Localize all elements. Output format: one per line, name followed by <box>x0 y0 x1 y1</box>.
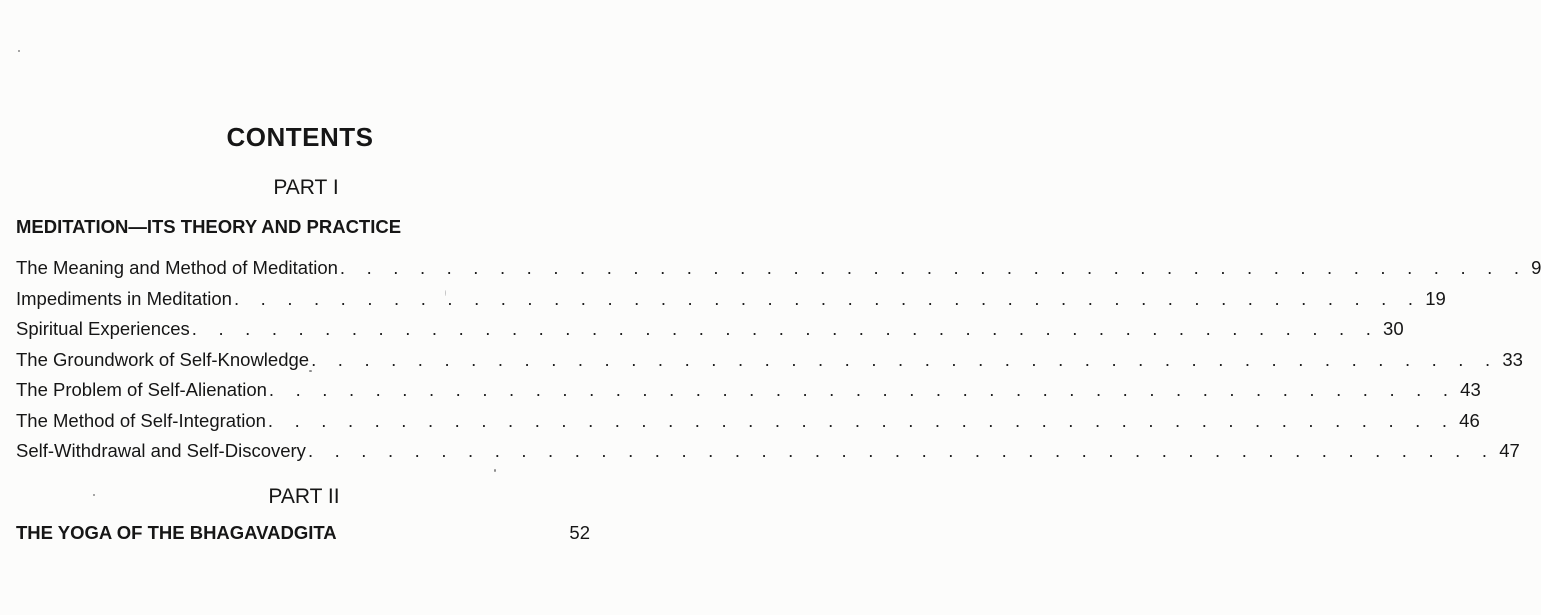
bhagavadgita-page-number: 52 <box>569 522 590 543</box>
bhagavadgita-section-title: THE YOGA OF THE BHAGAVADGITA <box>16 522 337 543</box>
toc-list <box>16 253 1541 467</box>
dot-leader: . . . . . . . . . . . . . . . . . . . . . . . . . . . . . . . . . . . . . . . . . . . . . <box>268 379 1457 400</box>
toc-entry-page-number: 9 <box>1531 257 1541 278</box>
toc-entry-title: Impediments in Meditation <box>16 287 232 309</box>
dot-leader: . . . . . . . . . . . . . . . . . . . . . . . . . . . . . . . . . . . . . . . . . . . . . <box>311 348 1499 370</box>
toc-entry-page-number: 33 <box>1502 348 1523 370</box>
toc-entry-title: Self-Withdrawal and Self-Discovery <box>16 440 306 461</box>
dot-leader: . . . . . . . . . . . . . . . . . . . . . . . . . . . . . . . . . . . . . . . . . . . . . <box>339 257 1528 278</box>
toc-entry[interactable] <box>16 253 1541 284</box>
paper-speck <box>494 469 496 472</box>
toc-entry-page-number: 30 <box>1383 318 1404 339</box>
paper-speck <box>18 50 20 52</box>
dot-leader: . . . . . . . . . . . . . . . . . . . . . . . . . . . . . . . . . . . . . . . . . . . . . <box>267 409 1456 431</box>
part-two-heading: PART II <box>268 485 340 508</box>
toc-entry-bhagavadgita[interactable] <box>16 522 590 544</box>
dot-leader: . . . . . . . . . . . . . . . . . . . . . . . . . . . . . . . . . . . . . . . . . . . . . <box>233 287 1422 309</box>
toc-entry-title: The Method of Self-Integration <box>16 409 266 431</box>
toc-entry-page-number: 47 <box>1499 440 1520 461</box>
contents-title: CONTENTS <box>226 122 374 152</box>
toc-entry[interactable] <box>16 436 1520 467</box>
toc-entry-title: The Meaning and Method of Meditation <box>16 257 338 278</box>
toc-entry[interactable] <box>16 314 1404 345</box>
dot-leader: . . . . . . . . . . . . . . . . . . . . . . . . . . . . . . . . . . . . . . . . . . . . . <box>191 318 1380 339</box>
toc-entry-page-number: 43 <box>1460 379 1481 400</box>
toc-entry[interactable] <box>16 345 1523 376</box>
meditation-section-title: MEDITATION—ITS THEORY AND PRACTICE <box>16 216 402 237</box>
toc-entry[interactable] <box>16 284 1446 315</box>
toc-entry-title: The Problem of Self-Alienation <box>16 379 267 400</box>
toc-entry[interactable] <box>16 375 1481 406</box>
toc-entry[interactable] <box>16 406 1480 437</box>
toc-entry-title: Spiritual Experiences <box>16 318 190 339</box>
toc-entry-page-number: 46 <box>1459 409 1480 431</box>
toc-entry-page-number: 19 <box>1425 287 1446 309</box>
toc-entry-title: The Groundwork of Self-Knowledge <box>16 348 310 370</box>
dot-leader: . . . . . . . . . . . . . . . . . . . . . . . . . . . . . . . . . . . . . . . . . . . . . <box>307 440 1496 461</box>
part-one-heading: PART I <box>273 176 339 199</box>
